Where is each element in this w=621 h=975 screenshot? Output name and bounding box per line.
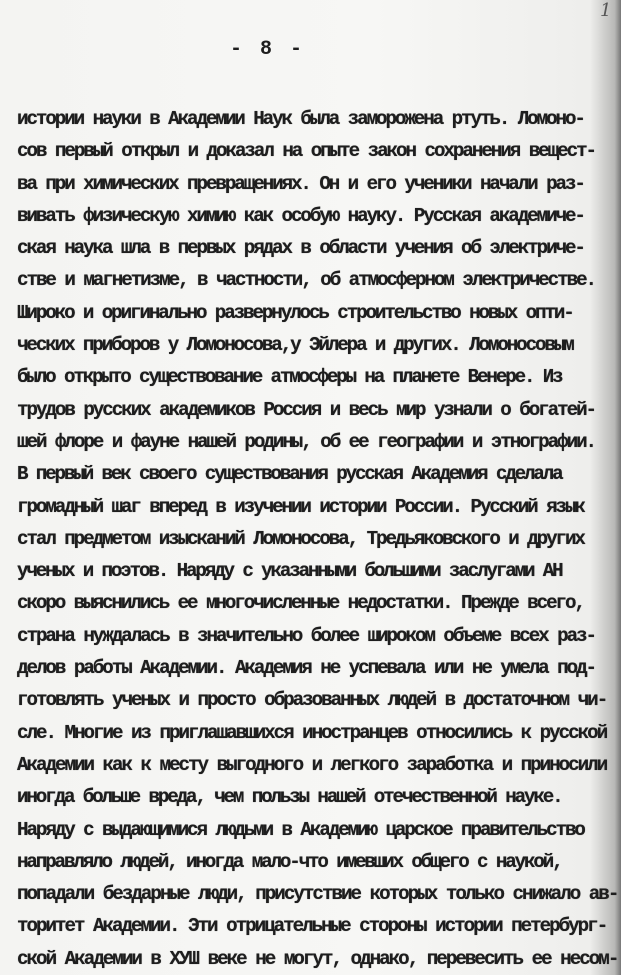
text-line: сле. Многие из приглашавшихся иностранцев относились к русской <box>17 721 607 744</box>
text-line: иногда больше вреда, чем пользы нашей отечественной науке. <box>17 786 562 809</box>
text-line: трудов русских академиков Россия и весь мир узнали о богатей- <box>17 398 596 421</box>
text-line: сов первый открыл и доказал на опыте закон сохранения вещест- <box>17 140 596 163</box>
text-line: ческих приборов у Ломоносова,у Эйлера и других. Ломоносовым <box>17 334 573 357</box>
text-line: громадный шаг вперед в изучении истории России. Русский язык <box>17 495 584 518</box>
text-line: В первый век своего существования русская Академия сделала <box>17 463 562 486</box>
handwritten-corner-mark: 1 <box>600 0 612 21</box>
text-line: истории науки в Академии Наук была заморожена ртуть. Ломоно- <box>17 108 584 130</box>
text-line: Широко и оригинально развернулось строительство новых опти- <box>17 301 573 324</box>
text-line: стал предметом изысканий Ломоносова, Тредьяковского и других <box>17 527 584 550</box>
text-line: стве и магнетизме, в частности, об атмосферном электричестве. <box>17 269 596 292</box>
text-line: Наряду с выдающимися людьми в Академию царское правительство <box>17 818 584 841</box>
text-line: вивать физическую химию как особую науку. Русская академиче- <box>17 204 584 227</box>
text-line: ученых и поэтов. Наряду с указанными большими заслугами АН <box>17 560 562 583</box>
text-line: скоро выяснились ее многочисленные недостатки. Прежде всего, <box>17 592 584 615</box>
text-line: торитет Академии. Эти отрицательные стороны истории петербург- <box>17 915 607 938</box>
text-line: Академии как к месту выгодного и легкого заработка и приносили <box>17 753 607 776</box>
typewritten-text-body <box>17 103 617 975</box>
page-number: - 8 - <box>230 38 306 61</box>
text-line: готовлять ученых и просто образованных людей в достаточном чи- <box>17 689 607 712</box>
text-line: ская наука шла в первых рядах в области учения об электриче- <box>17 237 584 260</box>
text-line: страна нуждалась в значительно более широком объеме всех раз- <box>17 624 596 647</box>
text-line: ва при химических превращениях. Он и его ученики начали раз- <box>17 172 584 195</box>
text-line: делов работы Академии. Академия не успевала или не умела под- <box>17 657 596 680</box>
text-line: ской Академии в ХУШ веке не могут, однако, перевесить ее несом- <box>17 947 618 970</box>
text-line: направляло людей, иногда мало-что имевших общего с наукой, <box>17 850 562 873</box>
text-line: было открыто существование атмосферы на планете Венере. Из <box>17 366 562 389</box>
text-line: шей флоре и фауне нашей родины, об ее географии и этнографии. <box>17 430 596 453</box>
text-line: попадали бездарные люди, присутствие которых только снижало ав- <box>17 883 618 906</box>
